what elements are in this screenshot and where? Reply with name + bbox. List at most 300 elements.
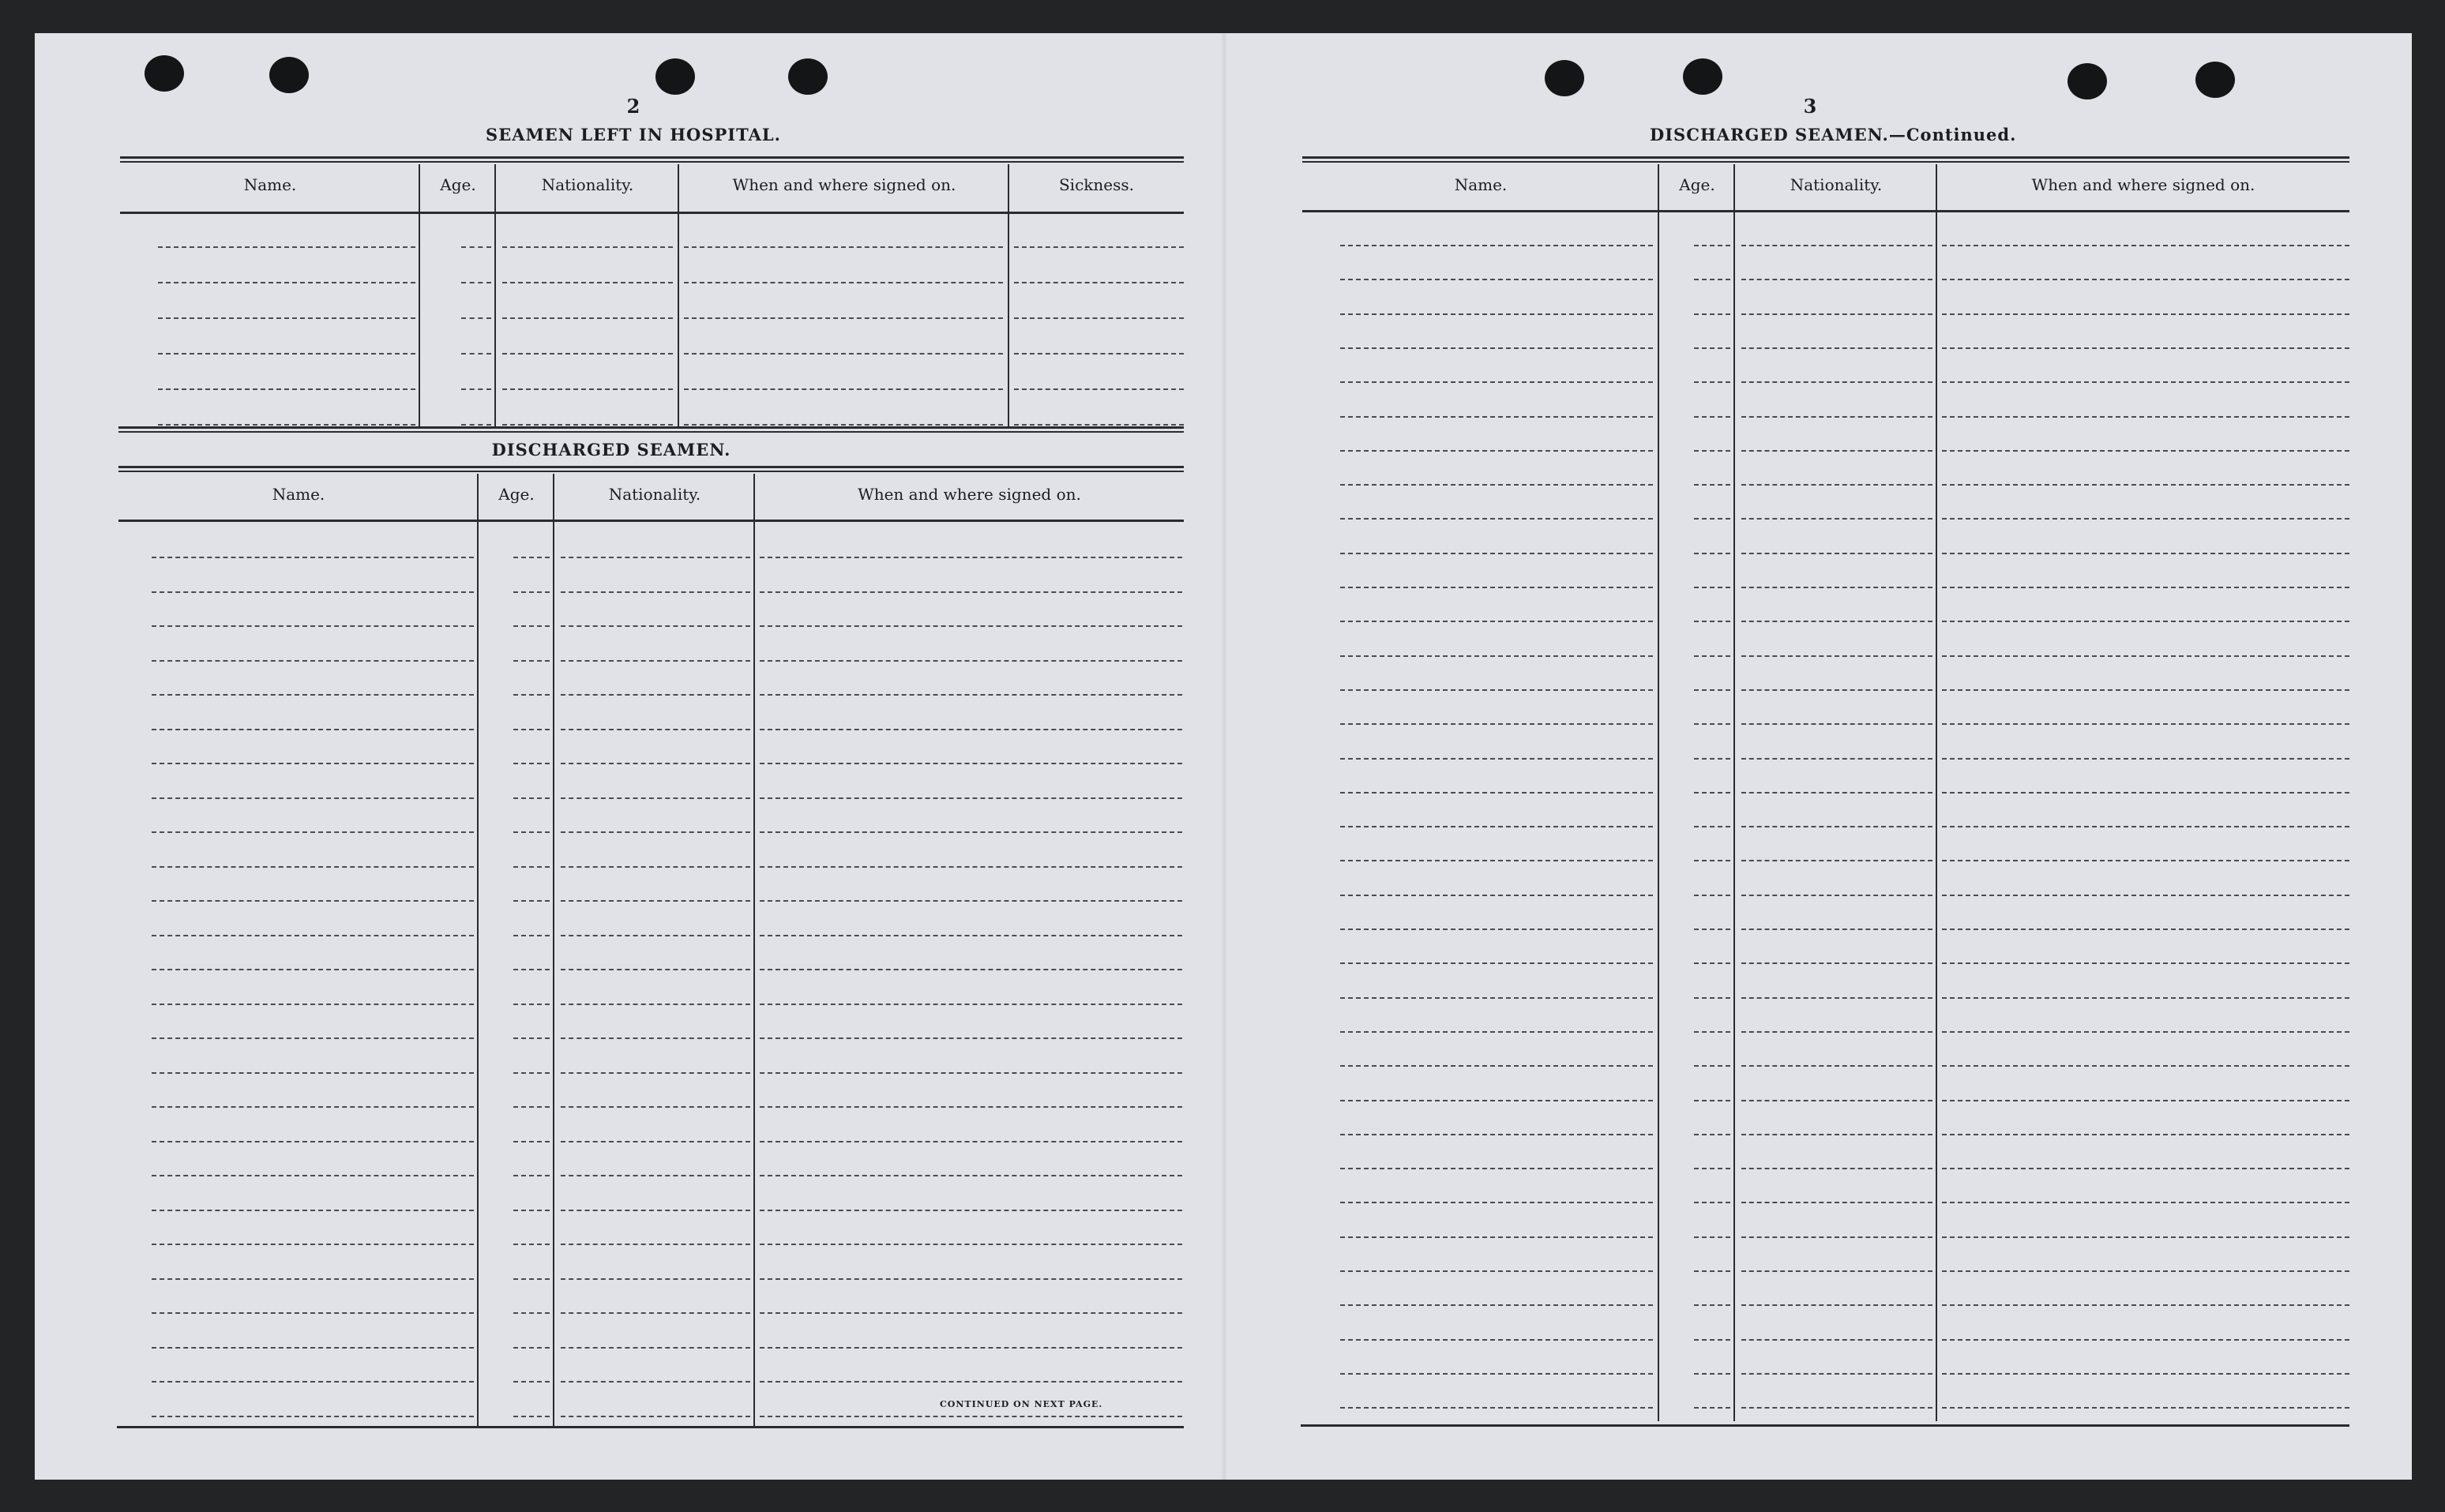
blank-entry-line [1741, 655, 1932, 657]
blank-entry-line [1340, 929, 1653, 930]
blank-entry-line [1340, 484, 1653, 486]
blank-entry-line [513, 1037, 550, 1039]
blank-entry-line [1942, 826, 2349, 827]
blank-entry-line [561, 591, 750, 593]
blank-entry-line [1942, 1270, 2349, 1272]
discharged-section-top-rule [118, 426, 1184, 433]
right-page [1223, 33, 2412, 1480]
blank-entry-line [1340, 450, 1653, 452]
continued-note: CONTINUED ON NEXT PAGE. [940, 1399, 1103, 1409]
blank-entry-line [1942, 1031, 2349, 1033]
blank-entry-line [158, 246, 415, 248]
blank-entry-line [1694, 758, 1730, 760]
blank-entry-line [1340, 553, 1653, 554]
blank-entry-line [1014, 388, 1184, 390]
blank-entry-line [513, 935, 550, 936]
blank-entry-line [152, 1106, 474, 1108]
blank-entry-line [1741, 792, 1932, 794]
blank-entry-line [1340, 587, 1653, 588]
blank-entry-line [152, 1347, 474, 1349]
blank-entry-line [1741, 758, 1932, 760]
blank-entry-line [1694, 1134, 1730, 1135]
blank-entry-line [760, 1037, 1182, 1039]
blank-entry-line [1942, 1100, 2349, 1101]
blank-entry-line [1741, 1407, 1932, 1409]
blank-entry-line [513, 625, 550, 627]
blank-entry-line [561, 1175, 750, 1176]
blank-entry-line [1694, 792, 1730, 794]
blank-entry-line [1942, 997, 2349, 999]
blank-entry-line [1014, 317, 1184, 319]
blank-entry-line [1942, 723, 2349, 725]
blank-entry-line [760, 1072, 1182, 1074]
blank-entry-line [513, 1244, 550, 1245]
blank-entry-line [461, 388, 491, 390]
blank-entry-line [1340, 1407, 1653, 1409]
blank-entry-line [561, 1312, 750, 1314]
blank-entry-line [1694, 381, 1730, 383]
blank-entry-line [561, 935, 750, 936]
discharged-section-title: DISCHARGED SEAMEN. [491, 440, 731, 460]
blank-entry-line [561, 660, 750, 662]
blank-entry-line [1694, 450, 1730, 452]
blank-entry-line [152, 1312, 474, 1314]
blank-entry-line [561, 729, 750, 730]
blank-entry-line [513, 1004, 550, 1005]
blank-entry-line [158, 424, 415, 426]
blank-entry-line [1741, 450, 1932, 452]
blank-entry-line [152, 797, 474, 799]
blank-entry-line [1340, 1373, 1653, 1375]
blank-entry-line [1741, 1031, 1932, 1033]
blank-entry-line [684, 388, 1003, 390]
blank-entry-line [1340, 416, 1653, 418]
blank-entry-line [1340, 1339, 1653, 1341]
hospital-col-divider [1008, 164, 1009, 426]
blank-entry-line [1741, 860, 1932, 861]
blank-entry-line [152, 969, 474, 970]
blank-entry-line [561, 1244, 750, 1245]
blank-entry-line [1942, 895, 2349, 896]
blank-entry-line [1741, 347, 1932, 349]
blank-entry-line [561, 557, 750, 558]
blank-entry-line [1942, 1168, 2349, 1169]
blank-entry-line [561, 1106, 750, 1108]
blank-entry-line [1741, 1168, 1932, 1169]
blank-entry-line [561, 831, 750, 833]
blank-entry-line [1340, 860, 1653, 861]
blank-entry-line [158, 388, 415, 390]
blank-entry-line [760, 1004, 1182, 1005]
blank-entry-line [1942, 792, 2349, 794]
blank-entry-line [152, 1210, 474, 1211]
blank-entry-line [1340, 689, 1653, 691]
blank-entry-line [513, 660, 550, 662]
blank-entry-line [152, 1278, 474, 1280]
discharged-col-divider [477, 474, 479, 1426]
blank-entry-line [1694, 621, 1730, 622]
blank-entry-line [760, 763, 1182, 764]
blank-entry-line [152, 1416, 474, 1417]
blank-entry-line [1340, 381, 1653, 383]
blank-entry-line [1340, 518, 1653, 520]
blank-entry-line [1340, 347, 1653, 349]
continued-col-name: Name. [1454, 175, 1508, 194]
blank-entry-line [502, 282, 673, 283]
blank-entry-line [760, 1416, 1182, 1417]
blank-entry-line [760, 1175, 1182, 1176]
blank-entry-line [1340, 1100, 1653, 1101]
blank-entry-line [1340, 723, 1653, 725]
left-page [35, 33, 1223, 1480]
blank-entry-line [1942, 416, 2349, 418]
blank-entry-line [1942, 929, 2349, 930]
blank-entry-line [760, 797, 1182, 799]
blank-entry-line [561, 866, 750, 868]
blank-entry-line [502, 246, 673, 248]
blank-entry-line [513, 1347, 550, 1349]
blank-entry-line [152, 625, 474, 627]
blank-entry-line [1340, 1202, 1653, 1203]
blank-entry-line [158, 282, 415, 283]
blank-entry-line [1694, 1168, 1730, 1169]
blank-entry-line [152, 1141, 474, 1142]
blank-entry-line [152, 557, 474, 558]
blank-entry-line [760, 1278, 1182, 1280]
blank-entry-line [1741, 381, 1932, 383]
blank-entry-line [760, 1381, 1182, 1383]
blank-entry-line [1942, 758, 2349, 760]
blank-entry-line [513, 1381, 550, 1383]
blank-entry-line [760, 557, 1182, 558]
blank-entry-line [1741, 416, 1932, 418]
blank-entry-line [461, 282, 491, 283]
blank-entry-line [1694, 245, 1730, 246]
blank-entry-line [152, 1037, 474, 1039]
blank-entry-line [513, 1312, 550, 1314]
blank-entry-line [1340, 1168, 1653, 1169]
continued-table-bottom-rule [1301, 1424, 2349, 1427]
blank-entry-line [1340, 655, 1653, 657]
blank-entry-line [1340, 279, 1653, 280]
blank-entry-line [513, 557, 550, 558]
blank-entry-line [1694, 655, 1730, 657]
blank-entry-line [1340, 1270, 1653, 1272]
continued-col-signed-on: When and where signed on. [2031, 175, 2255, 194]
blank-entry-line [684, 282, 1003, 283]
blank-entry-line [1942, 1373, 2349, 1375]
blank-entry-line [1741, 1100, 1932, 1101]
blank-entry-line [1694, 1065, 1730, 1067]
blank-entry-line [461, 246, 491, 248]
blank-entry-line [1942, 1236, 2349, 1238]
blank-entry-line [1741, 826, 1932, 827]
blank-entry-line [760, 694, 1182, 696]
blank-entry-line [1694, 518, 1730, 520]
blank-entry-line [1014, 353, 1184, 355]
blank-entry-line [561, 1347, 750, 1349]
blank-entry-line [1694, 1100, 1730, 1101]
hospital-col-divider [678, 164, 679, 426]
blank-entry-line [561, 763, 750, 764]
blank-entry-line [152, 660, 474, 662]
blank-entry-line [1340, 313, 1653, 315]
blank-entry-line [760, 625, 1182, 627]
blank-entry-line [1741, 1373, 1932, 1375]
blank-entry-line [1741, 1065, 1932, 1067]
blank-entry-line [1942, 279, 2349, 280]
blank-entry-line [1741, 1236, 1932, 1238]
continued-col-divider [1936, 164, 1937, 1421]
blank-entry-line [513, 1210, 550, 1211]
blank-entry-line [1694, 279, 1730, 280]
blank-entry-line [760, 591, 1182, 593]
blank-entry-line [684, 246, 1003, 248]
hospital-col-nationality: Nationality. [541, 175, 634, 194]
blank-entry-line [1741, 553, 1932, 554]
blank-entry-line [152, 591, 474, 593]
blank-entry-line [561, 1072, 750, 1074]
blank-entry-line [502, 353, 673, 355]
blank-entry-line [561, 694, 750, 696]
blank-entry-line [561, 625, 750, 627]
hospital-col-signed-on: When and where signed on. [732, 175, 956, 194]
blank-entry-line [1942, 1407, 2349, 1409]
blank-entry-line [760, 831, 1182, 833]
blank-entry-line [1694, 416, 1730, 418]
discharged-col-nationality: Nationality. [608, 485, 701, 504]
blank-entry-line [1340, 1065, 1653, 1067]
discharged-table-bottom-rule [117, 1426, 1184, 1428]
blank-entry-line [513, 900, 550, 902]
blank-entry-line [1942, 1202, 2349, 1203]
blank-entry-line [561, 900, 750, 902]
blank-entry-line [760, 1141, 1182, 1142]
blank-entry-line [561, 1416, 750, 1417]
hospital-col-divider [419, 164, 420, 426]
page-number: 2 [626, 95, 640, 118]
blank-entry-line [1741, 1134, 1932, 1135]
blank-entry-line [1942, 689, 2349, 691]
blank-entry-line [1694, 553, 1730, 554]
blank-entry-line [152, 935, 474, 936]
continued-table-top-rule [1302, 156, 2349, 163]
blank-entry-line [1741, 1202, 1932, 1203]
blank-entry-line [1741, 587, 1932, 588]
blank-entry-line [1694, 826, 1730, 827]
blank-entry-line [152, 1072, 474, 1074]
blank-entry-line [1942, 1304, 2349, 1306]
blank-entry-line [152, 900, 474, 902]
blank-entry-line [1694, 1373, 1730, 1375]
blank-entry-line [1942, 518, 2349, 520]
register-sheet [35, 33, 2412, 1480]
discharged-col-divider [753, 474, 755, 1426]
blank-entry-line [1694, 962, 1730, 964]
discharged-header-rule [118, 520, 1184, 522]
blank-entry-line [760, 660, 1182, 662]
blank-entry-line [760, 969, 1182, 970]
blank-entry-line [1340, 792, 1653, 794]
blank-entry-line [760, 900, 1182, 902]
blank-entry-line [561, 1278, 750, 1280]
blank-entry-line [1694, 1270, 1730, 1272]
blank-entry-line [1741, 621, 1932, 622]
blank-entry-line [1942, 347, 2349, 349]
blank-entry-line [1694, 1304, 1730, 1306]
discharged-col-divider [553, 474, 554, 1426]
blank-entry-line [1942, 860, 2349, 861]
blank-entry-line [1694, 929, 1730, 930]
blank-entry-line [513, 1072, 550, 1074]
blank-entry-line [513, 831, 550, 833]
blank-entry-line [1694, 1236, 1730, 1238]
blank-entry-line [1741, 279, 1932, 280]
blank-entry-line [1694, 997, 1730, 999]
blank-entry-line [513, 1175, 550, 1176]
blank-entry-line [1741, 962, 1932, 964]
blank-entry-line [1694, 1339, 1730, 1341]
blank-entry-line [1694, 895, 1730, 896]
blank-entry-line [1340, 962, 1653, 964]
blank-entry-line [1694, 587, 1730, 588]
continued-col-divider [1658, 164, 1659, 1421]
blank-entry-line [513, 1416, 550, 1417]
blank-entry-line [1340, 758, 1653, 760]
blank-entry-line [1741, 484, 1932, 486]
page-number: 3 [1803, 95, 1817, 118]
blank-entry-line [1942, 621, 2349, 622]
blank-entry-line [760, 1106, 1182, 1108]
blank-entry-line [1014, 282, 1184, 283]
blank-entry-line [1741, 895, 1932, 896]
blank-entry-line [1741, 245, 1932, 246]
blank-entry-line [1694, 313, 1730, 315]
blank-entry-line [513, 694, 550, 696]
blank-entry-line [760, 1347, 1182, 1349]
blank-entry-line [461, 353, 491, 355]
blank-entry-line [684, 424, 1003, 426]
blank-entry-line [1942, 587, 2349, 588]
blank-entry-line [561, 797, 750, 799]
blank-entry-line [1942, 1339, 2349, 1341]
blank-entry-line [1340, 895, 1653, 896]
blank-entry-line [684, 353, 1003, 355]
discharged-col-signed-on: When and where signed on. [858, 485, 1081, 504]
blank-entry-line [1741, 1270, 1932, 1272]
blank-entry-line [513, 1106, 550, 1108]
blank-entry-line [1694, 723, 1730, 725]
blank-entry-line [760, 1312, 1182, 1314]
blank-entry-line [760, 935, 1182, 936]
continued-col-nationality: Nationality. [1790, 175, 1883, 194]
blank-entry-line [1340, 1031, 1653, 1033]
blank-entry-line [1942, 484, 2349, 486]
blank-entry-line [1340, 245, 1653, 246]
blank-entry-line [513, 797, 550, 799]
hospital-col-sickness: Sickness. [1058, 175, 1135, 194]
blank-entry-line [1694, 689, 1730, 691]
blank-entry-line [1741, 723, 1932, 725]
blank-entry-line [1741, 689, 1932, 691]
blank-entry-line [561, 1141, 750, 1142]
blank-entry-line [1942, 962, 2349, 964]
blank-entry-line [561, 969, 750, 970]
blank-entry-line [1741, 518, 1932, 520]
hospital-header-rule [120, 212, 1184, 214]
blank-entry-line [1741, 1339, 1932, 1341]
blank-entry-line [152, 1004, 474, 1005]
blank-entry-line [513, 1141, 550, 1142]
hospital-col-age: Age. [440, 175, 476, 194]
blank-entry-line [1340, 621, 1653, 622]
blank-entry-line [513, 866, 550, 868]
hospital-table-top-rule [120, 156, 1184, 163]
blank-entry-line [1942, 1134, 2349, 1135]
blank-entry-line [152, 866, 474, 868]
blank-entry-line [1942, 245, 2349, 246]
blank-entry-line [1340, 1134, 1653, 1135]
blank-entry-line [1741, 1304, 1932, 1306]
blank-entry-line [152, 729, 474, 730]
blank-entry-line [561, 1210, 750, 1211]
blank-entry-line [684, 317, 1003, 319]
blank-entry-line [513, 729, 550, 730]
blank-entry-line [760, 1244, 1182, 1245]
hospital-col-name: Name. [243, 175, 297, 194]
blank-entry-line [1741, 313, 1932, 315]
blank-entry-line [158, 317, 415, 319]
blank-entry-line [1942, 313, 2349, 315]
continued-header-rule [1302, 210, 2349, 212]
blank-entry-line [513, 969, 550, 970]
blank-entry-line [152, 1244, 474, 1245]
blank-entry-line [1340, 826, 1653, 827]
blank-entry-line [1942, 381, 2349, 383]
continued-col-age: Age. [1679, 175, 1715, 194]
hospital-section-title: SEAMEN LEFT IN HOSPITAL. [486, 125, 781, 144]
blank-entry-line [152, 1175, 474, 1176]
blank-entry-line [1942, 553, 2349, 554]
blank-entry-line [561, 1004, 750, 1005]
blank-entry-line [1694, 1407, 1730, 1409]
blank-entry-line [1741, 929, 1932, 930]
blank-entry-line [1741, 997, 1932, 999]
blank-entry-line [1694, 860, 1730, 861]
blank-entry-line [1694, 1031, 1730, 1033]
blank-entry-line [158, 353, 415, 355]
blank-entry-line [513, 1278, 550, 1280]
blank-entry-line [1694, 347, 1730, 349]
blank-entry-line [1942, 655, 2349, 657]
blank-entry-line [1014, 424, 1184, 426]
discharged-continued-title: DISCHARGED SEAMEN.—Continued. [1650, 125, 2017, 144]
blank-entry-line [502, 388, 673, 390]
blank-entry-line [1694, 1202, 1730, 1203]
blank-entry-line [152, 694, 474, 696]
blank-entry-line [152, 763, 474, 764]
blank-entry-line [760, 1210, 1182, 1211]
blank-entry-line [502, 317, 673, 319]
blank-entry-line [152, 1381, 474, 1383]
hospital-col-divider [494, 164, 496, 426]
blank-entry-line [1942, 450, 2349, 452]
blank-entry-line [561, 1037, 750, 1039]
discharged-col-name: Name. [272, 485, 325, 504]
blank-entry-line [1942, 1065, 2349, 1067]
discharged-col-age: Age. [498, 485, 535, 504]
blank-entry-line [1340, 1304, 1653, 1306]
